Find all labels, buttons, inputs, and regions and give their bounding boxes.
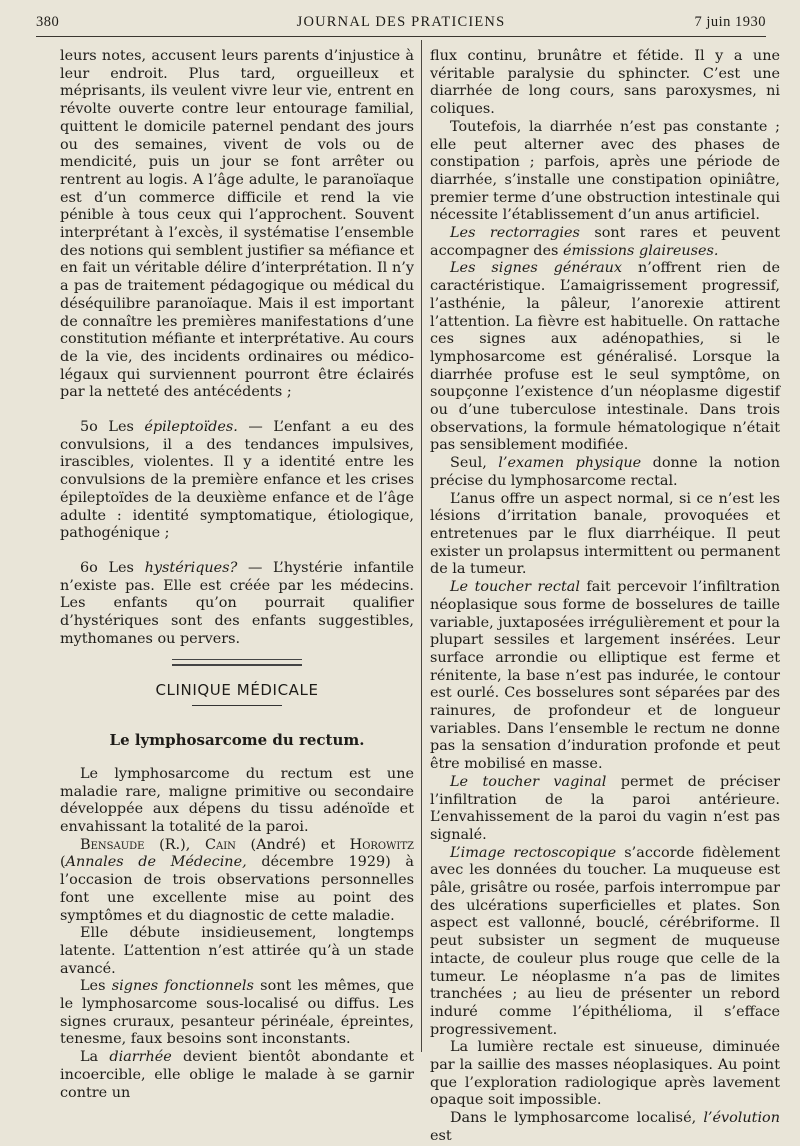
paragraph: flux continu, brunâtre et fétide. Il y a une véritable paralysie du sphincter. C’est une diarrhée de long cours, sans paroxysmes, ni coliques.	[430, 48, 780, 118]
paragraph: Les signes fonctionnels sont les mêmes, que le lymphosarcome sous-localisé ou diffus. Les signes cruraux, pesanteur périnéale, épreintes, tenesme, faux besoins sont inconstants.	[60, 978, 414, 1048]
term: l’évolution	[703, 1110, 780, 1127]
paragraph: L’image rectoscopique s’accorde fidèlement avec les données du toucher. La muqueuse est pâle, grisâtre ou rosée, parfois interrompue par des ulcérations superficielles et plates. Son aspect est vallonné, bouclé, cérébriforme. Il peut subsister un segment de muqueuse intacte, de couleur plus rouge que celle de la tumeur. Le néoplasme n’a pas de limites tranchées ; au lieu de présenter un rebord induré comme l’épithélioma, il s’efface progressivement.	[430, 844, 780, 1038]
paragraph: Bensaude (R.), Cain (André) et Horowitz (Annales de Médecine, décembre 1929) à l’occasion de trois observations personnelles font une excellente mise au point des symptômes et du diagnostic de cette maladie.	[60, 836, 414, 924]
journal-title: JOURNAL DES PRATICIENS	[296, 14, 506, 30]
paragraph: Le toucher rectal fait percevoir l’infiltration néoplasique sous forme de bosselures de taille variable, juxtaposées irrégulièrement et pour la plupart sessiles et largement insérées. Leur surface arrondie ou elliptique est ferme et rénitente, la base n’est pas indurée, le contour est ourlé. Ces bosselures sont séparées par des rainures, de profondeur et de longueur variables. Dans l’ensemble le rectum ne donne pas la sensation d’induration profonde et peut être mobilisé en masse.	[430, 579, 780, 773]
paragraph: 6o Les hystériques? — L’hystérie infantile n’existe pas. Elle est créée par les médecins. Les enfants qu’on pourrait qualifier d’hystériques sont des enfants suggestibles, mythomanes ou pervers.	[60, 559, 414, 647]
paragraph: L’anus offre un aspect normal, si ce n’est les lésions d’irritation banale, provoquées et entretenues par le flux diarrhéique. Il peut exister un prolapsus intermittent ou permanent de la tumeur.	[430, 490, 780, 578]
section-title: CLINIQUE MÉDICALE	[155, 680, 319, 699]
paragraph: Les rectorragies sont rares et peuvent accompagner des émissions glaireuses.	[430, 225, 780, 259]
term: hystériques?	[144, 559, 238, 576]
paragraph: La lumière rectale est sinueuse, diminuée par la saillie des masses néoplasiques. Au point que l’exploration radiologique après lavement opaque soit impossible.	[430, 1039, 780, 1109]
paragraph: Les signes généraux n’offrent rien de caractéristique. L’amaigrissement progressif, l’asthénie, la pâleur, l’anorexie attirent l’attention. La fièvre est habituelle. On rattache ces signes aux adénopathies, si le lymphosarcome est généralisé. Lorsque la diarrhée profuse est le seul symptôme, on soupçonne l’existence d’un néoplasme digestif ou d’une tuberculose intestinale. Dans trois observations, la formule hématologique n’était pas sensiblement modifiée.	[430, 260, 780, 454]
term: l’examen physique	[498, 455, 642, 472]
paragraph: 5o Les épileptoïdes. — L’enfant a eu des convulsions, il a des tendances impulsives, irascibles, violentes. Il y a identité entre les convulsions de la première enfance et les crises épileptoïdes de la deuxième enfance et de l’âge adulte : identité symptomatique, étiologique, pathogénique ;	[60, 419, 414, 542]
author: Cain	[204, 836, 236, 853]
left-column	[60, 48, 414, 1102]
term: signes fonctionnels	[111, 978, 254, 995]
term: Le toucher rectal	[450, 579, 580, 596]
term: Le toucher vaginal	[450, 773, 607, 790]
term: Les rectorragies	[450, 225, 580, 242]
term: épileptoïdes.	[144, 419, 238, 436]
page-number: 380	[36, 14, 60, 30]
issue-date: 7 juin 1930	[694, 14, 766, 30]
paragraph: Seul, l’examen physique donne la notion précise du lymphosarcome rectal.	[430, 455, 780, 489]
header-rule	[36, 36, 766, 37]
source: Annales de Médecine,	[65, 854, 247, 871]
paragraph: Toutefois, la diarrhée n’est pas constante ; elle peut alterner avec des phases de constipation ; parfois, après une période de diarrhée, s’installe une constipation opiniâtre, premier terme d’une obstruction intestinale qui nécessite l’établissement d’un anus artificiel.	[430, 118, 780, 224]
paragraph: Le lymphosarcome du rectum est une maladie rare, maligne primitive ou secondaire développée aux dépens du tissu adénoïde et envahissant la totalité de la paroi.	[60, 765, 414, 836]
author: Bensaude	[80, 836, 145, 853]
author: Horowitz	[349, 836, 414, 853]
paragraph: leurs notes, accusent leurs parents d’injustice à leur endroit. Plus tard, orgueilleux et méprisants, ils veulent vivre leur vie, entrent en révolte ouverte contre leur entourage familial, quittent le domicile paternel pendant des jours ou des semaines, vivent de vols ou de mendicité, puis un jour se font arrêter ou rentrent au logis. A l’âge adulte, le paranoïaque est d’un commerce difficile et rend la vie pénible à tous ceux qui l’approchent. Souvent interprétant à l’excès, il systématise l’ensemble des notions qui semblent justifier sa méfiance et en fait un véritable délire d’interprétation. Il n’y a pas de traitement pédagogique ou médical du déséquilibre paranoïaque. Mais il est important de connaître les premières manifestations d’une constitution méfiante et interprétative. Au cours de la vie, des incidents ordinaires ou médico-légaux qui surviennent pourront être éclairés par la netteté des antécédents ;	[60, 48, 414, 401]
ornament-rule	[172, 659, 302, 666]
paragraph: Le toucher vaginal permet de préciser l’infiltration de la paroi antérieure. L’envahissement de la paroi du vagin n’est pas signalé.	[430, 773, 780, 843]
term: diarrhée	[109, 1049, 172, 1066]
term: émissions glaireuses.	[562, 242, 719, 259]
term: Les signes généraux	[450, 260, 623, 277]
section-underline	[192, 705, 282, 706]
paragraph: Dans le lymphosarcome localisé, l’évolution est	[430, 1110, 780, 1144]
right-column	[430, 48, 780, 1146]
running-header	[36, 10, 766, 32]
article-title: Le lymphosarcome du rectum.	[109, 731, 365, 750]
column-divider	[421, 40, 422, 1052]
term: L’image rectoscopique	[450, 844, 617, 861]
paragraph: Elle débute insidieusement, longtemps latente. L’attention n’est attirée qu’à un stade avancé.	[60, 925, 414, 977]
paragraph: La diarrhée devient bientôt abondante et incoercible, elle oblige le malade à se garnir contre un	[60, 1049, 414, 1101]
